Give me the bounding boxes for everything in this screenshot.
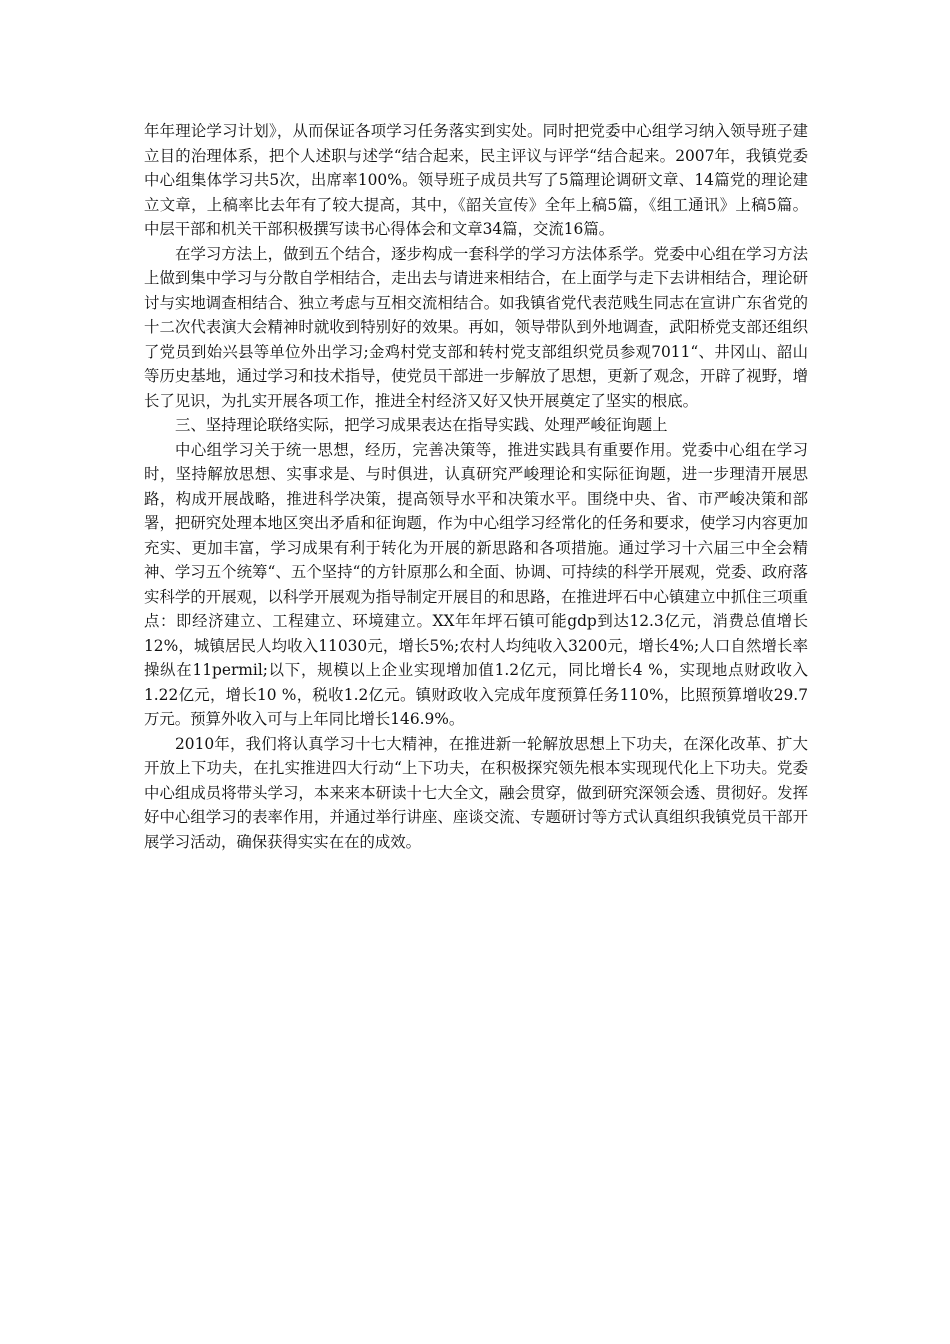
section-heading-theory-practice: 三、坚持理论联络实际，把学习成果表达在指导实践、处理严峻征询题上 bbox=[175, 416, 668, 434]
document-body bbox=[144, 119, 808, 854]
paragraph-study-methods: 在学习方法上，做到五个结合，逐步构成一套科学的学习方法体系学。党委中心组在学习方法上做到集中学习与分散自学相结合，走出去与请进来相结合，在上面学与走下去讲相结合，理论研讨与实地调查相结合、独立考虑与互相交流相结合。如我镇省党代表范贱生同志在宣讲广东省党的十二次代表演大会精神时就收到特别好的效果。再如，领导带队到外地调查，武阳桥党支部还组织了党员到始兴县等单位外出学习;金鸡村党支部和转村党支部组织党员参观7011“、井冈山、韶山等历史基地，通过学习和技术指导，使党员干部进一步解放了思想，更新了观念，开辟了视野，增长了见识，为扎实开展各项工作，推进全村经济又好又快开展奠定了坚实的根底。 bbox=[144, 244, 808, 410]
paragraph-2010-plan: 2010年，我们将认真学习十七大精神，在推进新一轮解放思想上下功夫，在深化改革、扩大开放上下功夫，在扎实推进四大行动“上下功夫，在积极探究领先根本实现现代化上下功夫。党委中心组成员将带头学习，本来来本研读十七大全文，融会贯穿，做到研究深领会透、贯彻好。发挥好中心组学习的表率作用，并通过举行讲座、座谈交流、专题研讨等方式认真组织我镇党员干部开展学习活动，确保获得实实在在的成效。 bbox=[144, 734, 808, 851]
paragraph-study-plan: 年年理论学习计划》，从而保证各项学习任务落实到实处。同时把党委中心组学习纳入领导班子建立目的治理体系，把个人述职与述学“结合起来，民主评议与评学“结合起来。2007年，我镇党委中心组集体学习共5次，出席率100%。领导班子成员共写了5篇理论调研文章、14篇党的理论建立文章，上稿率比去年有了较大提高，其中，《韶关宣传》全年上稿5篇，《组工通讯》上稿5篇。中层干部和机关干部积极撰写读书心得体会和文章34篇，交流16篇。 bbox=[144, 122, 808, 238]
paragraph-practice-results: 中心组学习关于统一思想，经历，完善决策等，推进实践具有重要作用。党委中心组在学习时，坚持解放思想、实事求是、与时俱进，认真研究严峻理论和实际征询题，进一步理清开展思路，构成开展战略，推进科学决策，提高领导水平和决策水平。围绕中央、省、市严峻决策和部署，把研究处理本地区突出矛盾和征询题，作为中心组学习经常化的任务和要求，使学习内容更加充实、更加丰富，学习成果有利于转化为开展的新思路和各项措施。通过学习十六届三中全会精神、学习五个统筹“、五个坚持“的方针原那么和全面、协调、可持续的科学开展观，党委、政府落实科学的开展观，以科学开展观为指导制定开展目的和思路，在推进坪石中心镇建立中抓住三项重点：即经济建立、工程建立、环境建立。XX年年坪石镇可能gdp到达12.3亿元，消费总值增长12%，城镇居民人均收入11030元，增长5%;农村人均纯收入3200元，增长4%;人口自然增长率操纵在11permil;以下，规模以上企业实现增加值1.2亿元，同比增长4 %，实现地点财政收入1.22亿元，增长10 %，税收1.2亿元。镇财政收入完成年度预算任务110%，比照预算增收29.7万元。预算外收入可与上年同比增长146.9%。 bbox=[144, 440, 808, 728]
